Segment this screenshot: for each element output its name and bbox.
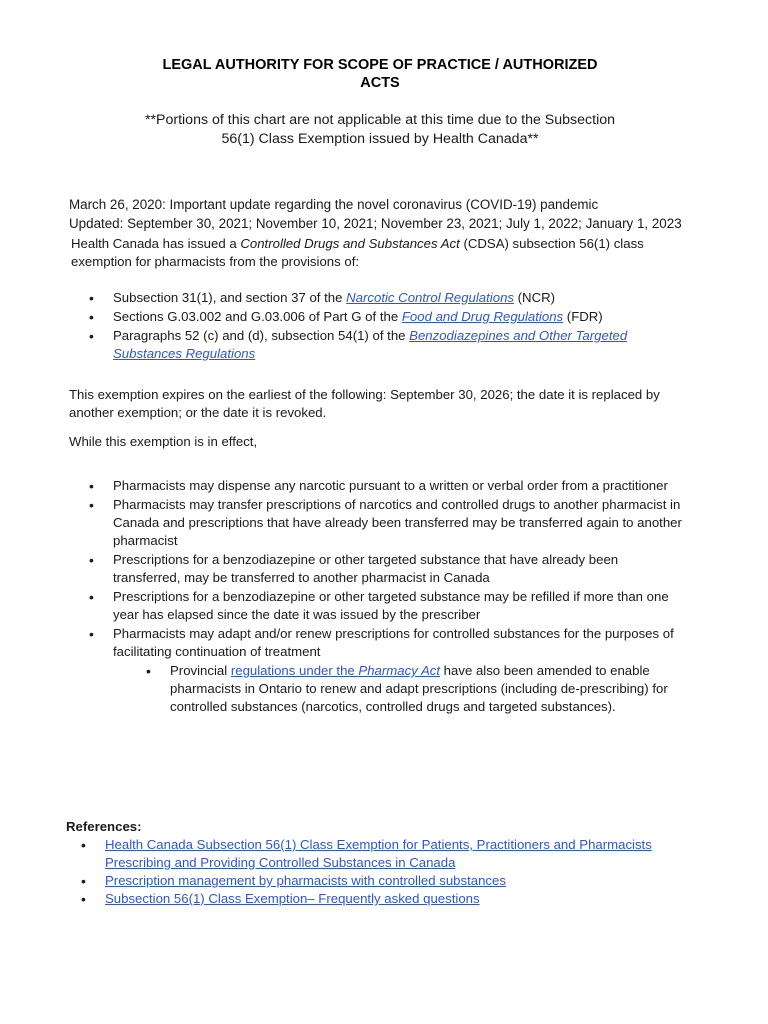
bullet-icon: • [89,309,94,325]
list-item: • Prescriptions for a benzodiazepine or other targeted substance that have already been transferred, may be transferred to another pharmacist in Canada [89,552,619,585]
provisions-list [89,289,693,364]
bullet-icon: • [146,663,151,679]
list-item: • Pharmacists may adapt and/or renew prescriptions for controlled substances for the purposes of facilitating continuation of treatment • Provincial regulations under the Pharmacy Act have also been amended to enable pharmacists in Ontario to renew and adapt prescriptions (including de-prescribing) for controlled substances (narcotics, controlled drugs and targeted substances). [89,626,674,714]
while-intro: While this exemption is in effect, [69,434,258,449]
expiry-paragraph: This exemption expires on the earliest of the following: September 30, 2026; the date it is replaced by another exemption; or the date it is revoked. [69,387,660,420]
fdr-link[interactable]: Food and Drug Regulations [401,309,564,324]
bullet-icon: • [81,837,86,853]
intro-post: (CDSA) subsection 56(1) class exemption for pharmacists from the provisions of: [71,236,644,269]
notice-line-1: **Portions of this chart are not applicable at this time due to the Subsection [144,112,616,128]
reference-link-faq[interactable]: Subsection 56(1) Class Exemption– Frequently asked questions [105,891,480,906]
bullet-icon: • [89,626,94,642]
bullet-icon: • [89,328,94,344]
list-item [81,836,665,872]
list-item: • Paragraphs 52 (c) and (d), subsection 54(1) of the Benzodiazepines and Other Targeted Substances Regulations [89,328,628,361]
reference-link-prescription-management[interactable]: Prescription management by pharmacists with controlled substances [105,873,506,888]
list-item: • Provincial regulations under the Pharmacy Act have also been amended to enable pharmacists in Ontario to renew and adapt prescriptions (including de-prescribing) for controlled substances (narcotics, controlled drugs and targeted substances). [146,663,668,714]
update-dates [69,195,709,233]
bullet-icon: • [81,891,86,907]
bots-regulations-link[interactable]: Benzodiazepines and Other Targeted Substances Regulations [113,328,628,361]
exemption-notice [120,111,640,149]
intro-act: Controlled Drugs and Substances Act [240,236,460,251]
list-item: • Subsection 31(1), and section 37 of the Narcotic Control Regulations (NCR) [89,290,556,306]
bullet-icon: • [89,589,94,605]
provincial-sublist [146,662,670,716]
bullet-icon: • [89,552,94,568]
date-line-1: March 26, 2020: Important update regarding the novel coronavirus (COVID-19) pandemic [69,197,599,212]
list-item: • Pharmacists may transfer prescriptions of narcotics and controlled drugs to another pharmacist in Canada and prescriptions that have already been transferred may be transferred again to another pharmacist [89,497,682,548]
notice-line-2: 56(1) Class Exemption issued by Health Canada** [221,131,539,147]
effects-list [89,477,688,717]
list-item: • Sections G.03.002 and G.03.006 of Part G of the Food and Drug Regulations (FDR) [89,309,603,325]
date-line-2: Updated: September 30, 2021; November 10, 2021; November 23, 2021; July 1, 2022; January 1, 2023 [69,216,682,231]
list-item [81,872,665,890]
bullet-icon: • [81,873,86,889]
ncr-link[interactable]: Narcotic Control Regulations [346,290,514,305]
title-line-2: ACTS [360,75,400,91]
page-title [140,56,620,92]
bullet-icon: • [89,290,94,306]
pharmacy-act-regulations-link[interactable]: regulations under the Pharmacy Act [230,663,441,678]
list-item [81,890,665,908]
reference-link-class-exemption[interactable]: Health Canada Subsection 56(1) Class Exemption for Patients, Practitioners and Pharmacists Prescribing and Providing Controlled Substances in Canada [105,837,652,870]
intro-pre: Health Canada has issued a [71,236,241,251]
references-list [81,836,665,908]
bullet-icon: • [89,497,94,513]
references-heading: References: [66,819,142,834]
list-item: • Prescriptions for a benzodiazepine or other targeted substance may be refilled if more than one year has elapsed since the date it was issued by the prescriber [89,589,669,622]
list-item: • Pharmacists may dispense any narcotic pursuant to a written or verbal order from a practitioner [89,478,668,494]
title-line-1: LEGAL AUTHORITY FOR SCOPE OF PRACTICE / AUTHORIZED [162,57,598,73]
intro-paragraph [71,235,691,271]
bullet-icon: • [89,478,94,494]
